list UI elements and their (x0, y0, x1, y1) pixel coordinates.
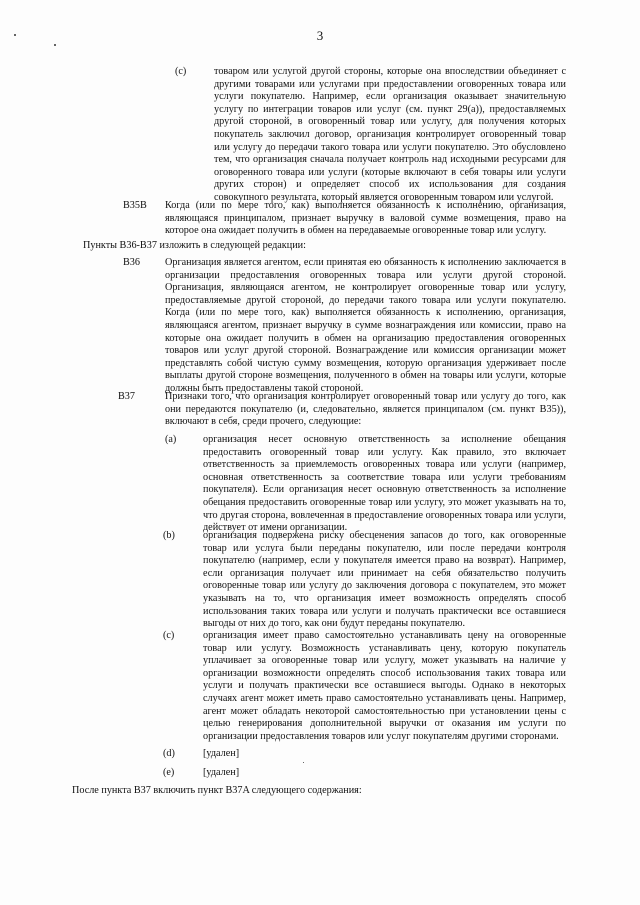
instruction-b37a: После пункта B37 включить пункт B37A следующего содержания: (72, 785, 362, 796)
page-number: 3 (316, 28, 324, 43)
b37-intro-text: Признаки того, что организация контролирует оговоренный товар или услугу до того, как они передаются покупателю (и, следовательно, является принципалом (см. пункт B35)), включают в себя, среди прочего, следующие: (165, 391, 566, 428)
b37-item-a-label: (a) (165, 434, 177, 445)
instruction-b36-b37: Пункты B36-B37 изложить в следующей редакции: (83, 240, 306, 251)
b37-item-c-label: (c) (163, 630, 175, 641)
top-item-text: товаром или услугой другой стороны, которые она впоследствии объединяет с другими товарами или услугами при предоставлении оговоренных товара или услуги покупателю. Например, если организация оказывает значительную услугу по интеграции товаров или услуг (см. пункт 29(a)), предоставляемых другой стороной, в оговоренный товар или услугу, для получения которых покупатель заключил договор, организация контролирует оговоренный товар или услугу до передачи такого товара или услуги покупателю. Это обусловлено тем, что организация сначала получает контроль над исходными ресурсами для оговоренного товара или услуги (которые включают в себя товары или услуги других сторон) и определяет способ их использования для создания совокупного результата, который является оговоренным товаром или услугой. (214, 66, 566, 203)
b35b-text: Когда (или по мере того, как) выполняется обязанность к исполнению, организация, являющаяся принципалом, признает выручку в валовой сумме возмещения, право на которое она ожидает получить в обмен на передаваемые оговоренные товар или услугу. (165, 200, 566, 237)
b37-item-b-label: (b) (163, 530, 175, 541)
b36-label: B36 (123, 257, 140, 268)
b36-text: Организация является агентом, если принятая ею обязанность к исполнению заключается в организации предоставления оговоренных товара или услуги другой стороной. Организация, являющаяся агентом, не контролирует оговоренные товар или услугу, предоставляемые другой стороной, до передачи такого товара или услуги покупателю. Когда (или по мере того, как) выполняется обязанность к исполнению, организация, являющаяся агентом, признает выручку в сумме вознаграждения или комиссии, право на которые она ожидает получить в обмен на организацию предоставления оговоренных товаров или услуг другой стороной. Вознаграждение или комиссия организации может представлять собой чистую сумму возмещения, которую организация удерживает после выплаты другой стороне возмещения, полученного в обмен на товары или услуги, которые должны быть предоставлены такой стороной. (165, 257, 566, 394)
b37-item-a-text: организация несет основную ответственность за исполнение обещания предоставить оговоренный товар или услугу. Как правило, это включает ответственность за приемлемость оговоренных товара или услуги (например, основная ответственность за соответствие товара или услуги требованиям покупателя). Если организация несет основную ответственность за исполнение обещания предоставить оговоренные товар или услугу, это может указывать на то, что другая сторона, вовлеченная в предоставление оговоренных товара или услуги, действует от имени организации. (203, 434, 566, 534)
b37-label: B37 (118, 391, 135, 402)
b37-item-e-text: [удален] (203, 767, 240, 778)
b37-item-c-text: организация имеет право самостоятельно устанавливать цену на оговоренные товар или услугу. Возможность устанавливать цену, которую покупатель уплачивает за оговоренные товар или услугу, может указывать на наличие у организации возможности определять способ использования таких товара или услуги и получать практически все оставшиеся выгоды. Однако в некоторых случаях агент может иметь право самостоятельно устанавливать цены. Например, агент может обладать некоторой самостоятельностью при установлении цены с целью генерирования дополнительной выручки от оказания им услуги по организации предоставления товаров или услуг покупателям другими сторонами. (203, 630, 566, 742)
b37-item-d-label: (d) (163, 748, 175, 759)
b37-item-e-label: (e) (163, 767, 175, 778)
top-item-label: (c) (175, 66, 187, 77)
b37-item-b-text: организация подвержена риску обесценения запасов до того, как оговоренные товар или услуга были переданы покупателю, или после передачи контроля покупателю (например, если у покупателя имеется право на возврат). Например, если организация получает или принимает на себя обязательство получить оговоренные товар или услугу до заключения договора с покупателем, это может указывать на то, что организация имеет возможность определять способ использования таких товара или услуги и получать практически все оставшиеся выгоды от них до того, как они будут переданы покупателю. (203, 530, 566, 630)
b35b-label: B35B (123, 200, 147, 211)
b37-item-d-text: [удален] (203, 748, 240, 759)
